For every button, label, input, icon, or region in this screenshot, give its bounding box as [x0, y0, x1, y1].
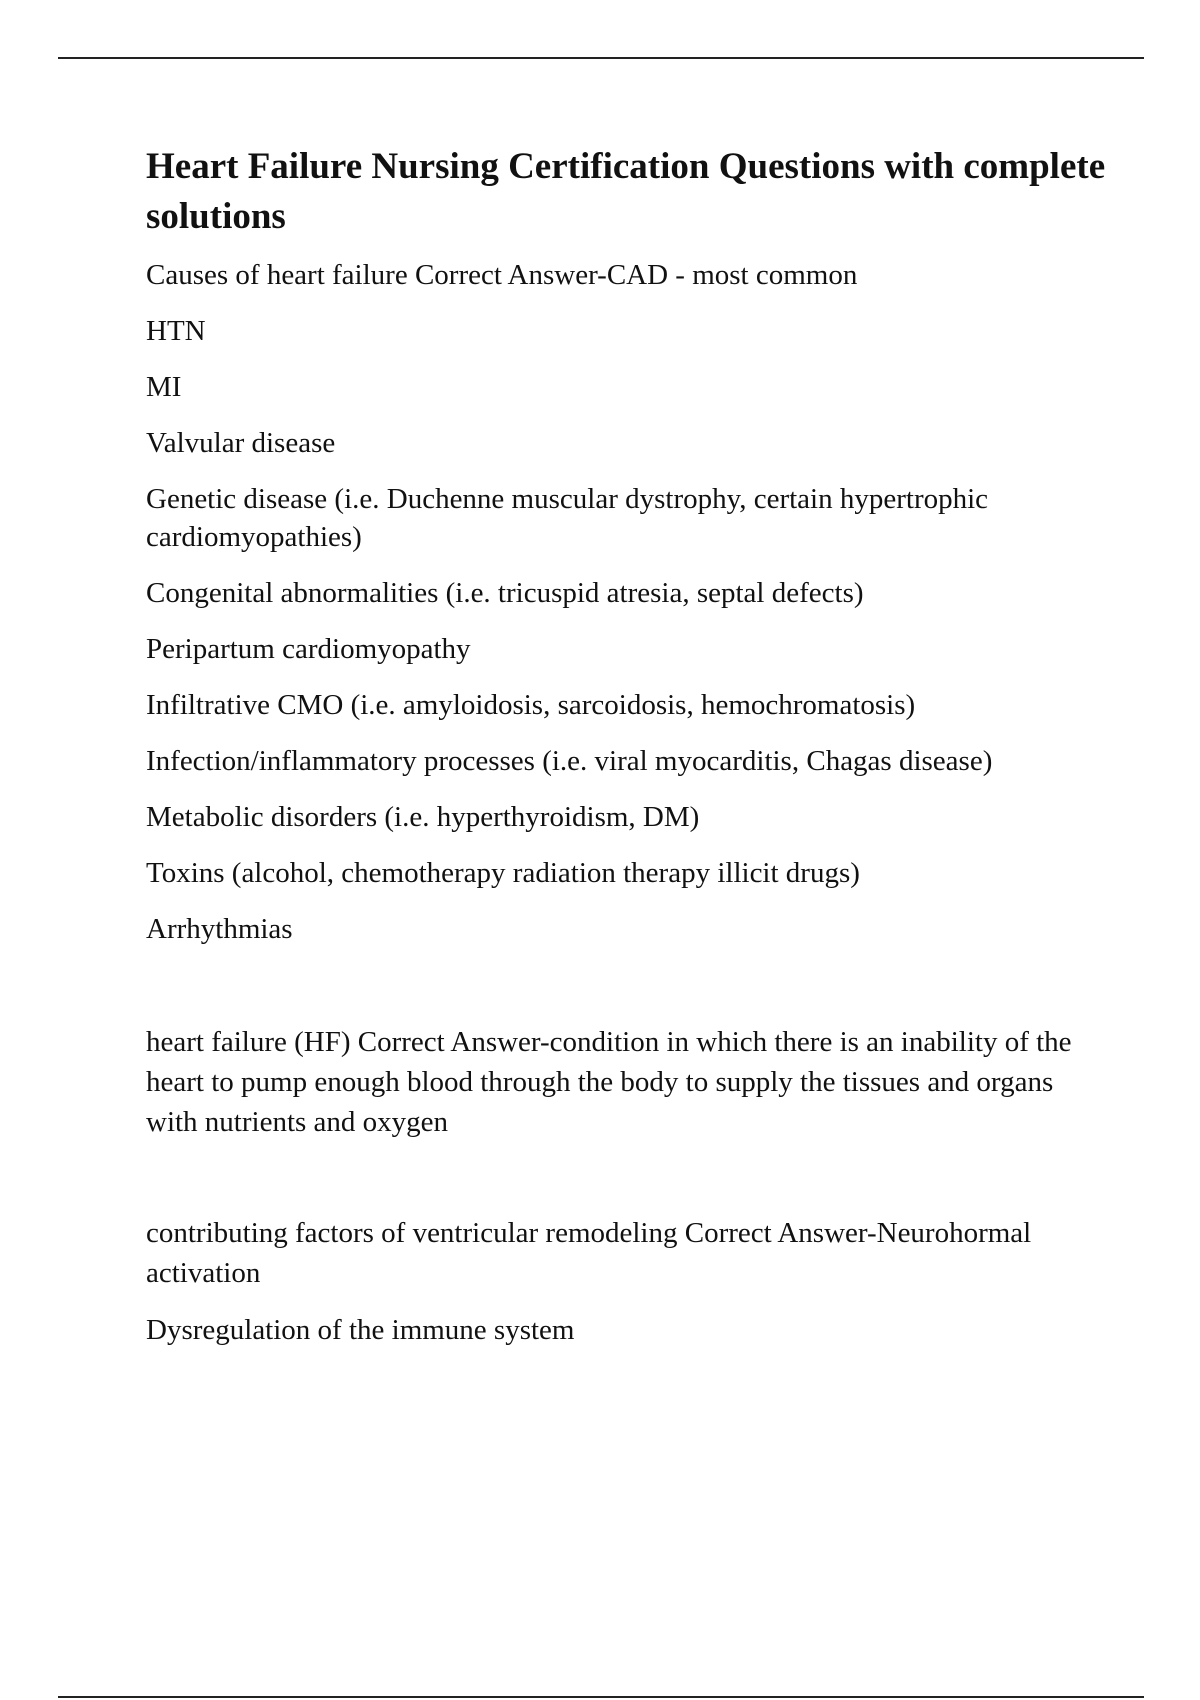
- bottom-rule: [58, 1696, 1144, 1698]
- text-line: Toxins (alcohol, chemotherapy radiation therapy illicit drugs): [146, 857, 860, 889]
- text-line: Dysregulation of the immune system: [146, 1314, 575, 1346]
- text-line: Valvular disease: [146, 427, 336, 459]
- text-line: Genetic disease (i.e. Duchenne muscular dystrophy, certain hypertrophic cardiomyopathies): [146, 483, 989, 553]
- text-line: MI: [146, 371, 182, 403]
- document-title: Heart Failure Nursing Certification Questions with complete solutions: [146, 146, 1106, 237]
- top-rule: [58, 57, 1144, 59]
- text-line: Arrhythmias: [146, 913, 293, 945]
- text-line: Infection/inflammatory processes (i.e. viral myocarditis, Chagas disease): [146, 745, 993, 777]
- definition-paragraph: heart failure (HF) Correct Answer-condition in which there is an inability of the heart to pump enough blood through the body to supply the tissues and organs with nutrients and oxygen: [146, 1026, 1072, 1138]
- text-line: Congenital abnormalities (i.e. tricuspid atresia, septal defects): [146, 577, 864, 609]
- text-line: contributing factors of ventricular remodeling Correct Answer-Neurohormal activation: [146, 1217, 1032, 1289]
- text-line: Infiltrative CMO (i.e. amyloidosis, sarcoidosis, hemochromatosis): [146, 689, 916, 721]
- text-line: Peripartum cardiomyopathy: [146, 633, 471, 665]
- text-line: HTN: [146, 315, 206, 347]
- text-line: Metabolic disorders (i.e. hyperthyroidism, DM): [146, 801, 700, 833]
- document-body: [146, 142, 1106, 1367]
- text-line: Causes of heart failure Correct Answer-CAD - most common: [146, 259, 858, 291]
